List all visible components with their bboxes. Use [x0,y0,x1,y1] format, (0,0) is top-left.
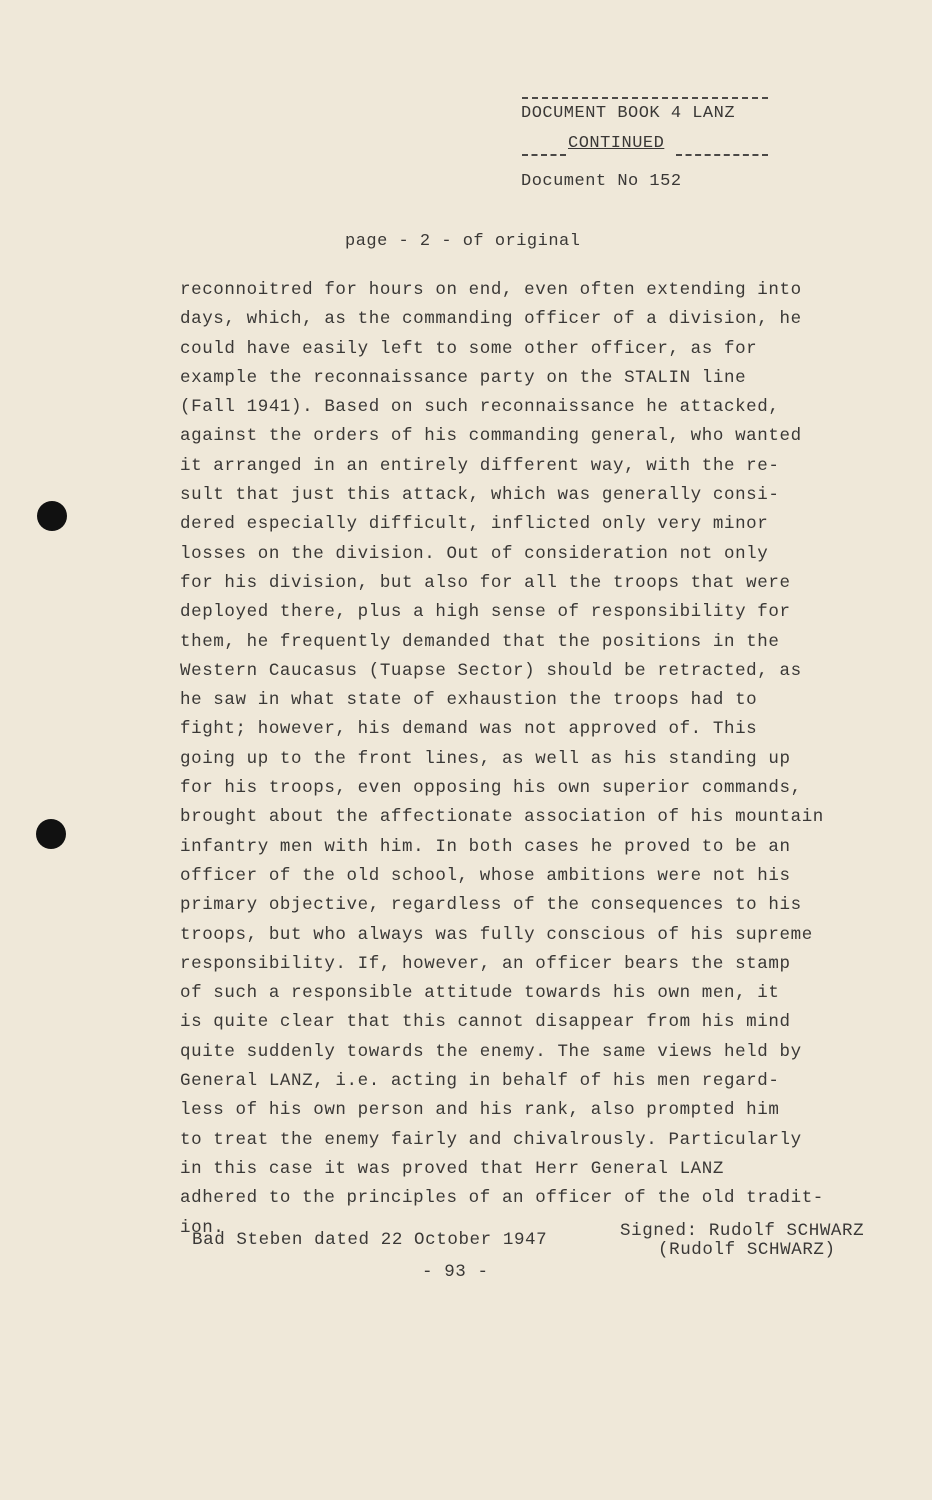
page-number: - 93 - [422,1262,489,1282]
body-line: dered especially difficult, inflicted only very minor [180,514,769,535]
binder-hole-bottom [36,819,66,849]
body-line: them, he frequently demanded that the positions in the [180,631,780,652]
document-number: Document No 152 [521,172,682,191]
body-line: in this case it was proved that Herr General LANZ [180,1158,724,1179]
body-line: it arranged in an entirely different way, with the re- [180,455,780,476]
continued-rule-right [676,154,768,156]
body-line: is quite clear that this cannot disappear from his mind [180,1012,791,1033]
body-line: could have easily left to some other officer, as for [180,338,758,359]
body-line: fight; however, his demand was not approved of. This [180,719,758,740]
signature-line: Signed: Rudolf SCHWARZ [620,1221,865,1241]
body-line: for his division, but also for all the troops that were [180,572,791,593]
body-line: less of his own person and his rank, also prompted him [180,1100,780,1121]
header-top-rule [522,97,768,99]
body-line: quite suddenly towards the enemy. The same views held by [180,1041,802,1062]
body-line: Western Caucasus (Tuapse Sector) should be retracted, as [180,660,802,681]
body-line: brought about the affectionate association of his mountain [180,807,824,828]
body-line: troops, but who always was fully conscious of his supreme [180,924,813,945]
body-line: going up to the front lines, as well as his standing up [180,748,791,769]
document-book-title: DOCUMENT BOOK 4 LANZ [521,104,736,123]
body-line: for his troops, even opposing his own superior commands, [180,778,802,799]
body-line: against the orders of his commanding general, who wanted [180,426,802,447]
place-and-date: Bad Steben dated 22 October 1947 [192,1230,548,1250]
body-line: losses on the division. Out of consideration not only [180,543,769,564]
body-line: officer of the old school, whose ambitions were not his [180,865,791,886]
binder-hole-top [37,501,67,531]
body-line: reconnoitred for hours on end, even often extending into [180,280,802,300]
body-line: sult that just this attack, which was generally consi- [180,485,780,506]
body-text [180,276,880,1243]
body-line: example the reconnaissance party on the STALIN line [180,367,747,388]
body-line: to treat the enemy fairly and chivalrously. Particularly [180,1129,802,1150]
body-line: he saw in what state of exhaustion the troops had to [180,690,758,711]
body-line: adhered to the principles of an officer of the old tradit- [180,1188,824,1209]
body-line: infantry men with him. In both cases he proved to be an [180,836,791,857]
body-line: of such a responsible attitude towards his own men, it [180,983,780,1004]
body-line: deployed there, plus a high sense of responsibility for [180,602,791,623]
body-line: primary objective, regardless of the consequences to his [180,895,802,916]
body-line: responsibility. If, however, an officer bears the stamp [180,953,791,974]
body-line: General LANZ, i.e. acting in behalf of his men regard- [180,1071,780,1092]
continued-rule-left [522,154,566,156]
continued-label: CONTINUED [568,134,665,153]
body-line: ion. [180,1217,225,1238]
body-line: days, which, as the commanding officer of a division, he [180,309,802,330]
body-line: (Fall 1941). Based on such reconnaissance he attacked, [180,397,780,418]
page-reference: page - 2 - of original [345,232,581,251]
signature-name: (Rudolf SCHWARZ) [658,1240,836,1260]
